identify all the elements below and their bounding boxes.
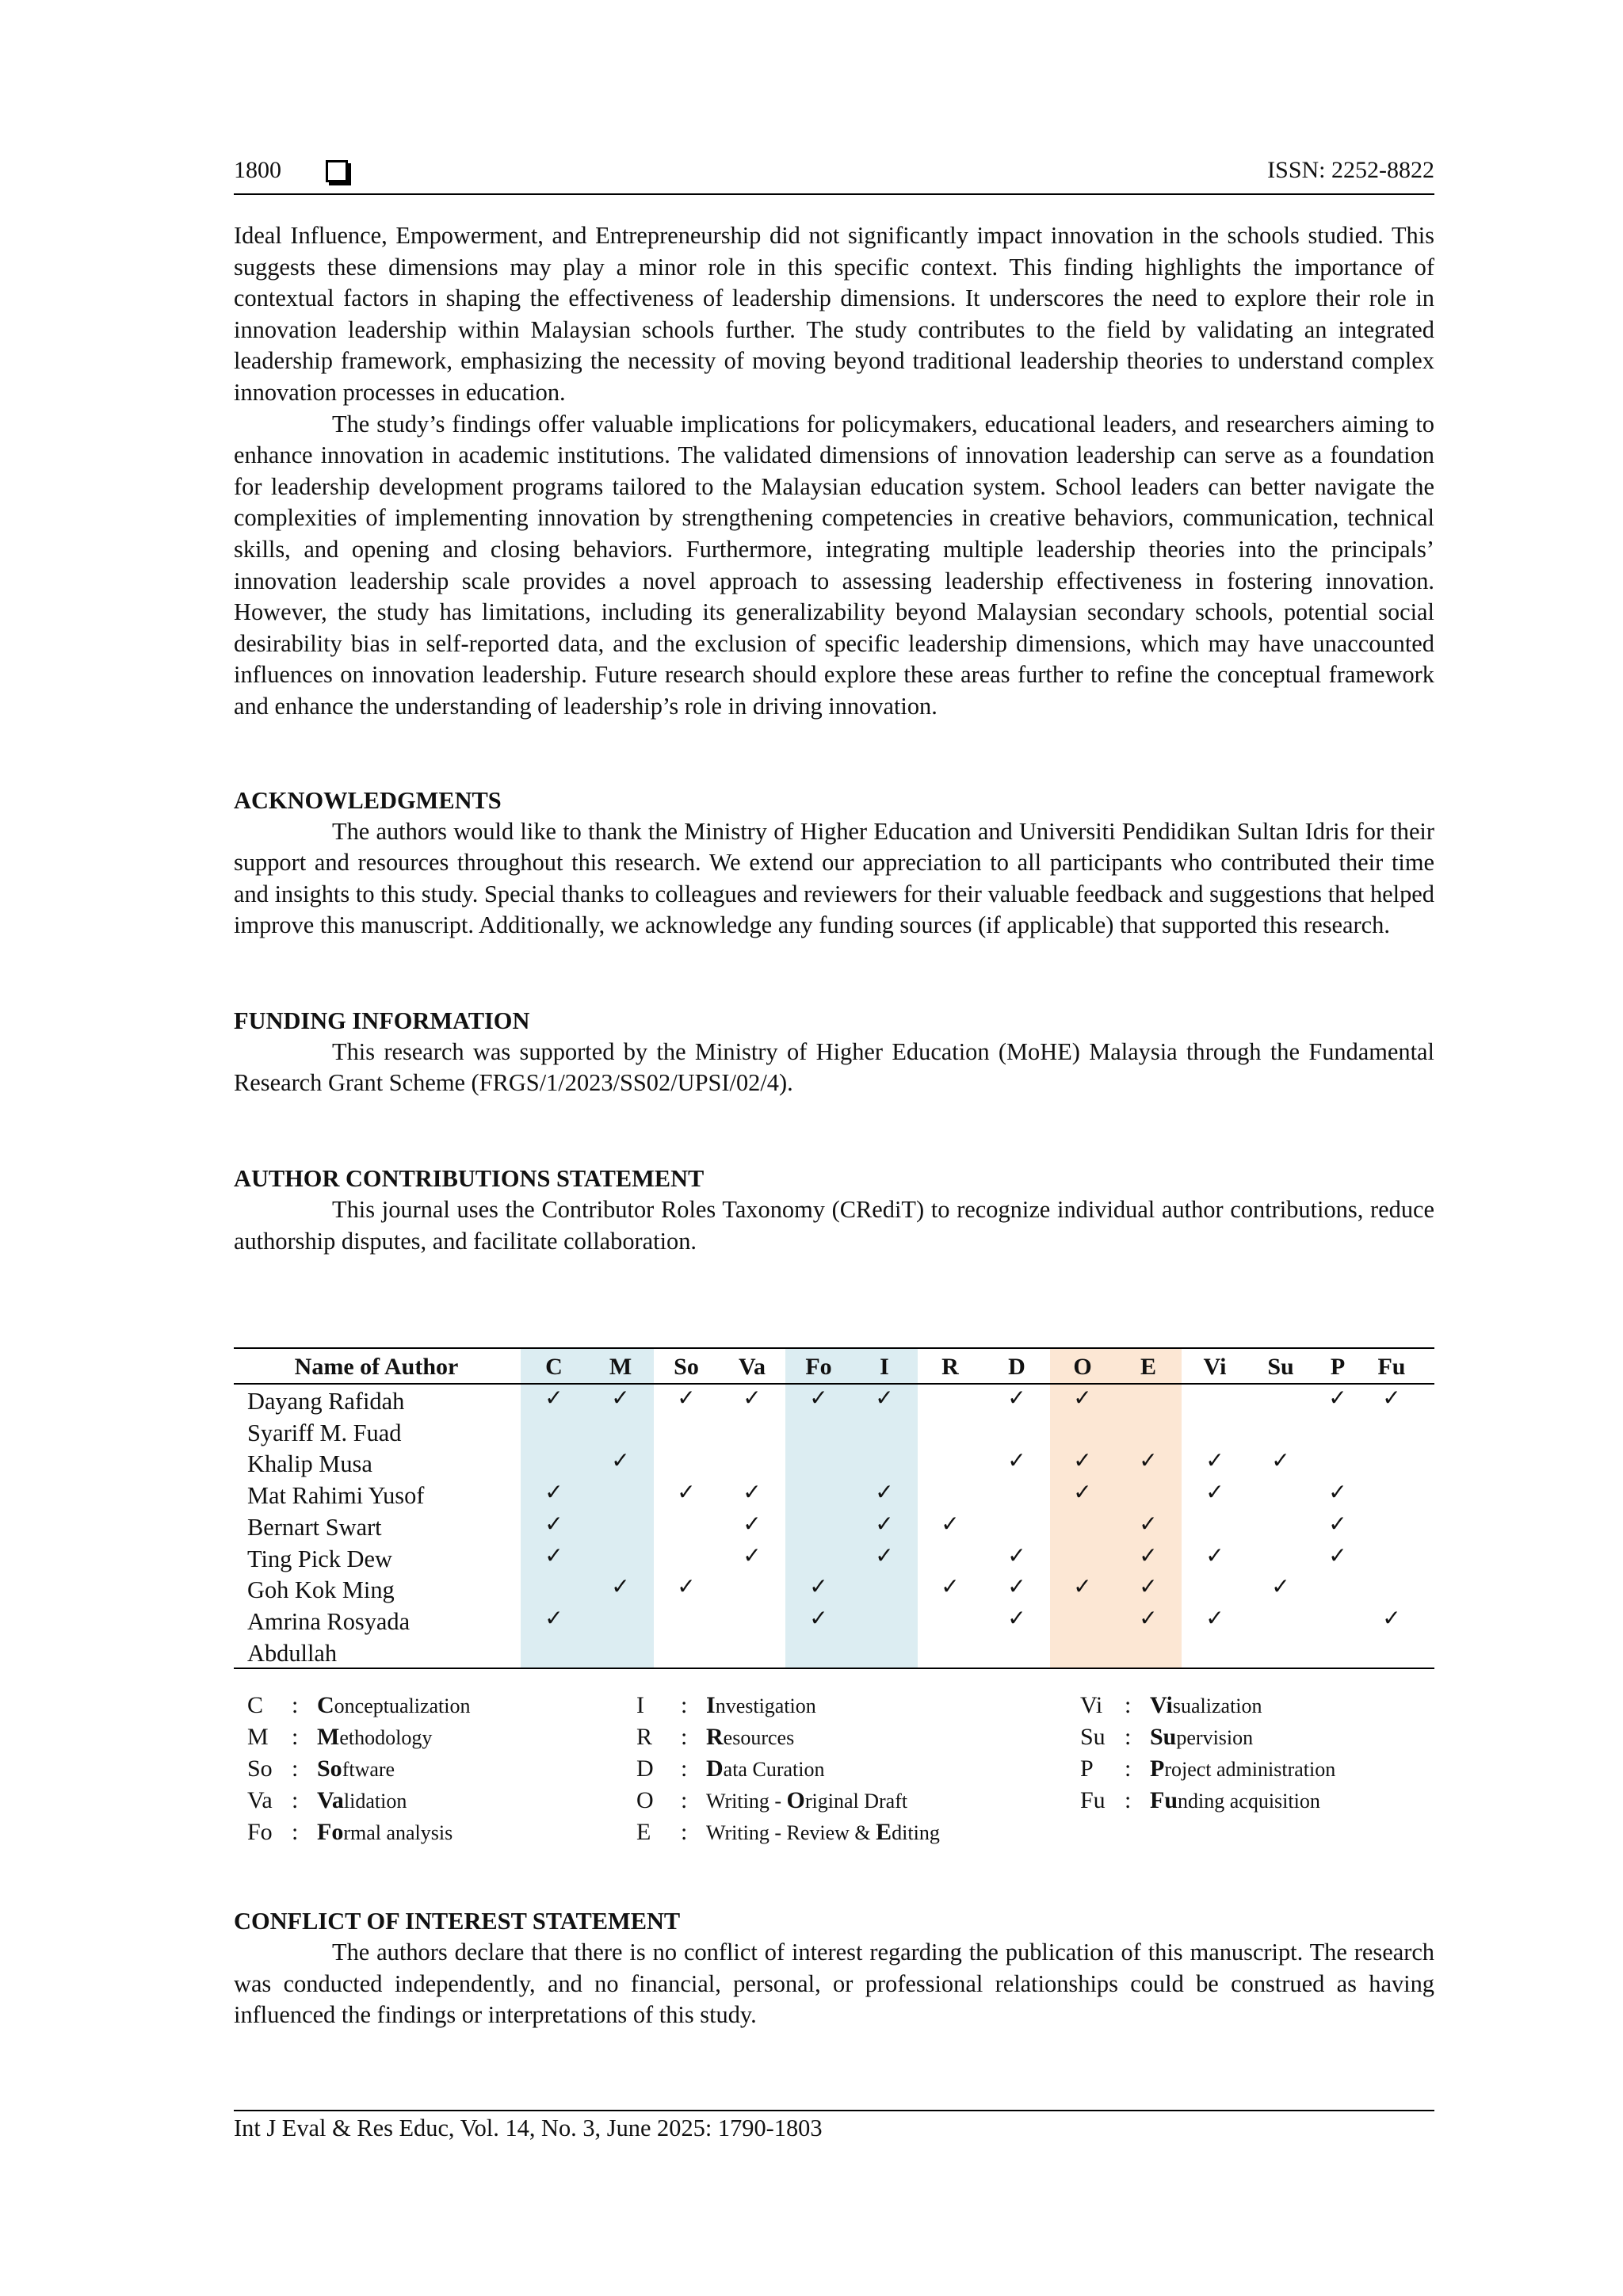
legend-item xyxy=(1080,1721,1253,1753)
legend-item xyxy=(636,1721,794,1753)
author-name: Khalip Musa xyxy=(247,1450,372,1478)
legend-item xyxy=(636,1753,824,1785)
check-mark-icon: ✓ xyxy=(875,1510,894,1537)
legend-bold-letters: Fu xyxy=(1150,1787,1178,1813)
check-mark-icon: ✓ xyxy=(875,1385,894,1411)
legend-abbr: M xyxy=(247,1724,269,1750)
check-mark-icon: ✓ xyxy=(743,1541,762,1568)
check-mark-icon: ✓ xyxy=(1139,1510,1158,1537)
funding-text: This research was supported by the Ministry of Higher Education (MoHE) Malaysia through the Fundamental Research Grant Scheme (FRGS/1/2023/SS02/UPSI/02/4). xyxy=(234,1037,1434,1097)
role-header-vi: Vi xyxy=(1203,1354,1227,1380)
legend-role-rest: roject administration xyxy=(1164,1758,1336,1781)
check-mark-icon: ✓ xyxy=(677,1573,696,1600)
check-mark-icon: ✓ xyxy=(1073,1447,1092,1474)
legend-role-rest: nvestigation xyxy=(715,1694,816,1717)
legend-colon: : xyxy=(292,1755,299,1782)
acknowledgments-text: The authors would like to thank the Ministry of Higher Education and Universiti Pendidikan Sultan Idris for their support and resources throughout this research. We extend our appreciation to all participants who contributed their time and insights to this study. Special thanks to colleagues and reviewers for their valuable feedback and suggestions that helped improve this manuscript. Additionally, we acknowledge any funding sources (if applicable) that supported this research. xyxy=(234,817,1434,939)
legend-colon: : xyxy=(292,1724,299,1750)
legend-abbr: I xyxy=(636,1692,644,1718)
role-header-m: M xyxy=(609,1354,632,1380)
author-name-continued: Abdullah xyxy=(247,1639,338,1667)
legend-colon: : xyxy=(292,1787,299,1813)
legend-role-rest: lidation xyxy=(343,1790,407,1813)
check-mark-icon: ✓ xyxy=(544,1510,563,1537)
legend-abbr: D xyxy=(636,1755,654,1782)
legend-abbr: Va xyxy=(247,1787,273,1813)
issn-label: ISSN: 2252-8822 xyxy=(1267,157,1434,183)
legend-bold-letters: Vi xyxy=(1150,1692,1173,1718)
check-mark-icon: ✓ xyxy=(1328,1385,1347,1411)
legend-bold-letters: Va xyxy=(317,1787,344,1813)
legend-role-rest: esources xyxy=(723,1726,795,1749)
legend-abbr: O xyxy=(636,1787,654,1813)
role-header-d: D xyxy=(1008,1354,1025,1380)
check-mark-icon: ✓ xyxy=(1007,1573,1026,1600)
check-mark-icon: ✓ xyxy=(1073,1385,1092,1411)
legend-colon: : xyxy=(1125,1692,1132,1718)
conflict-section xyxy=(234,1905,1434,2031)
check-mark-icon: ✓ xyxy=(1205,1447,1224,1474)
legend-bold-letters: P xyxy=(1150,1755,1165,1782)
legend-role-rest: sualization xyxy=(1172,1694,1262,1717)
role-header-fu: Fu xyxy=(1377,1354,1406,1380)
legend-item xyxy=(247,1690,471,1721)
author-name-continued: Syariff M. Fuad xyxy=(247,1419,402,1446)
check-mark-icon: ✓ xyxy=(743,1510,762,1537)
legend-colon: : xyxy=(681,1692,688,1718)
page-footer xyxy=(234,2110,1434,2142)
contributions-text: This journal uses the Contributor Roles Taxonomy (CRediT) to recognize individual author contributions, reduce authorship disputes, and facilitate collaboration. xyxy=(234,1196,1434,1255)
legend-colon: : xyxy=(1125,1755,1132,1782)
legend-abbr: Vi xyxy=(1080,1692,1103,1718)
check-mark-icon: ✓ xyxy=(544,1604,563,1631)
legend-role-rest: ftware xyxy=(342,1758,395,1781)
legend-item xyxy=(1080,1785,1320,1817)
legend-role-rest: onceptualization xyxy=(334,1694,471,1717)
legend-abbr: R xyxy=(636,1724,653,1750)
legend-item xyxy=(636,1817,940,1848)
check-mark-icon: ✓ xyxy=(1382,1385,1401,1411)
conflict-text: The authors declare that there is no conflict of interest regarding the publication of this manuscript. The research was conducted independently, and no financial, personal, or professional relationships could be construed as having influenced the findings or interpretations of this study. xyxy=(234,1939,1434,2029)
check-mark-icon: ✓ xyxy=(1073,1573,1092,1600)
legend-bold-letters: M xyxy=(317,1724,340,1750)
role-header-fo: Fo xyxy=(805,1354,832,1380)
check-mark-icon: ✓ xyxy=(941,1573,960,1600)
author-name: Ting Pick Dew xyxy=(247,1545,392,1572)
check-mark-icon: ✓ xyxy=(1139,1447,1158,1474)
legend-item xyxy=(247,1753,395,1785)
check-mark-icon: ✓ xyxy=(1139,1604,1158,1631)
legend-abbr: Su xyxy=(1080,1724,1106,1750)
legend-abbr: Fo xyxy=(247,1819,273,1845)
author-name: Goh Kok Ming xyxy=(247,1576,395,1604)
legend-abbr: So xyxy=(247,1755,273,1782)
legend-prefix: Writing - xyxy=(706,1790,787,1813)
journal-citation: Int J Eval & Res Educ, Vol. 14, No. 3, June 2025: 1790-1803 xyxy=(234,2115,823,2141)
name-of-author-header: Name of Author xyxy=(294,1354,459,1380)
check-mark-icon: ✓ xyxy=(611,1385,630,1411)
paragraph-conclusion-1: Ideal Influence, Empowerment, and Entrepreneurship did not significantly impact innovation in the schools studied. This suggests these dimensions may play a minor role in this specific context. This finding highlights the importance of contextual factors in shaping the effectiveness of leadership dimensions. It underscores the need to explore their role in innovation leadership within Malaysian schools further. The study contributes to the field by validating an integrated leadership framework, emphasizing the necessity of moving beyond traditional leadership theories to understand complex innovation processes in education. xyxy=(234,222,1434,406)
legend-item xyxy=(247,1785,407,1817)
check-mark-icon: ✓ xyxy=(809,1385,828,1411)
role-header-va: Va xyxy=(739,1354,766,1380)
check-mark-icon: ✓ xyxy=(1271,1447,1290,1474)
legend-abbr: Fu xyxy=(1080,1787,1106,1813)
article-body xyxy=(234,220,1434,1257)
check-mark-icon: ✓ xyxy=(1328,1541,1347,1568)
check-mark-icon: ✓ xyxy=(1007,1385,1026,1411)
check-mark-icon: ✓ xyxy=(1271,1573,1290,1600)
check-mark-icon: ✓ xyxy=(1007,1447,1026,1474)
legend-colon: : xyxy=(681,1724,688,1750)
check-mark-icon: ✓ xyxy=(1205,1479,1224,1506)
check-mark-icon: ✓ xyxy=(1073,1479,1092,1506)
legend-colon: : xyxy=(1125,1724,1132,1750)
legend-colon: : xyxy=(292,1819,299,1845)
legend-role-rest: ata Curation xyxy=(723,1758,825,1781)
check-mark-icon: ✓ xyxy=(743,1479,762,1506)
legend-role-rest: nding acquisition xyxy=(1178,1790,1320,1813)
check-mark-icon: ✓ xyxy=(1139,1573,1158,1600)
role-header-o: O xyxy=(1073,1354,1092,1380)
legend-bold-letters: R xyxy=(706,1724,724,1750)
role-header-so: So xyxy=(674,1354,699,1380)
check-mark-icon: ✓ xyxy=(611,1573,630,1600)
check-mark-icon: ✓ xyxy=(1007,1604,1026,1631)
legend-colon: : xyxy=(292,1692,299,1718)
check-mark-icon: ✓ xyxy=(611,1447,630,1474)
legend-role-rest: pervision xyxy=(1176,1726,1254,1749)
check-mark-icon: ✓ xyxy=(809,1573,828,1600)
legend-bold-letters: I xyxy=(706,1692,716,1718)
legend-bold-letters: Fo xyxy=(317,1819,344,1845)
legend-colon: : xyxy=(1125,1787,1132,1813)
check-mark-icon: ✓ xyxy=(941,1510,960,1537)
legend-item xyxy=(247,1721,432,1753)
legend-abbr: E xyxy=(636,1819,651,1845)
legend-item xyxy=(1080,1690,1262,1721)
check-mark-icon: ✓ xyxy=(1205,1541,1224,1568)
legend-item xyxy=(636,1785,907,1817)
check-mark-icon: ✓ xyxy=(1382,1604,1401,1631)
role-header-r: R xyxy=(941,1354,959,1380)
legend-bold-letters: E xyxy=(876,1819,892,1845)
check-mark-icon: ✓ xyxy=(809,1604,828,1631)
check-mark-icon: ✓ xyxy=(875,1479,894,1506)
author-name: Amrina Rosyada xyxy=(247,1607,411,1635)
legend-role-rest: riginal Draft xyxy=(804,1790,908,1813)
funding-heading: FUNDING INFORMATION xyxy=(234,1007,530,1034)
check-mark-icon: ✓ xyxy=(1205,1604,1224,1631)
legend-item xyxy=(636,1690,816,1721)
contributions-heading: AUTHOR CONTRIBUTIONS STATEMENT xyxy=(234,1165,705,1193)
check-mark-icon: ✓ xyxy=(1328,1510,1347,1537)
check-mark-icon: ✓ xyxy=(875,1541,894,1568)
author-contributions-table xyxy=(234,1347,1434,1669)
check-mark-icon: ✓ xyxy=(743,1385,762,1411)
legend-colon: : xyxy=(681,1819,688,1845)
legend-role-rest: rmal analysis xyxy=(343,1821,453,1844)
legend-bold-letters: C xyxy=(317,1692,334,1718)
legend-abbr: P xyxy=(1080,1755,1094,1782)
check-mark-icon: ✓ xyxy=(1007,1541,1026,1568)
legend-item xyxy=(247,1817,453,1848)
conflict-heading: CONFLICT OF INTEREST STATEMENT xyxy=(234,1908,681,1935)
square-box-icon xyxy=(326,160,348,182)
legend-bold-letters: So xyxy=(317,1755,342,1782)
role-header-p: P xyxy=(1330,1354,1346,1380)
author-name: Dayang Rafidah xyxy=(247,1388,405,1415)
check-mark-icon: ✓ xyxy=(1139,1541,1158,1568)
legend-bold-letters: D xyxy=(706,1755,724,1782)
check-mark-icon: ✓ xyxy=(544,1479,563,1506)
legend-bold-letters: Su xyxy=(1150,1724,1177,1750)
role-header-c: C xyxy=(545,1354,563,1380)
legend-role-rest: diting xyxy=(892,1821,940,1844)
legend-colon: : xyxy=(681,1755,688,1782)
check-mark-icon: ✓ xyxy=(1328,1479,1347,1506)
paragraph-conclusion-2: The study’s findings offer valuable implications for policymakers, educational leaders, and researchers aiming to enhance innovation in academic institutions. The validated dimensions of innovation leadership can serve as a foundation for leadership development programs tailored to the Malaysian education system. School leaders can better navigate the complexities of implementing innovation by strengthening competencies in creative behaviors, communication, technical skills, and opening and closing behaviors. Furthermore, integrating multiple leadership theories into the principals’ innovation leadership scale provides a novel approach to assessing leadership effectiveness in fostering innovation. However, the study has limitations, including its generalizability beyond Malaysian secondary schools, potential social desirability bias in self-reported data, and the exclusion of specific leadership dimensions, which may have unaccounted influences on innovation leadership. Future research should explore these areas further to refine the conceptual framework and enhance the understanding of leadership’s role in driving innovation. xyxy=(234,410,1434,720)
role-header-e: E xyxy=(1140,1354,1156,1380)
check-mark-icon: ✓ xyxy=(677,1479,696,1506)
legend-item xyxy=(1080,1753,1335,1785)
role-header-i: I xyxy=(880,1354,889,1380)
page-number: 1800 xyxy=(234,157,281,183)
check-mark-icon: ✓ xyxy=(677,1385,696,1411)
role-header-su: Su xyxy=(1267,1354,1294,1380)
legend-abbr: C xyxy=(247,1692,264,1718)
legend-prefix: Writing - Review & xyxy=(706,1821,876,1844)
author-name: Mat Rahimi Yusof xyxy=(247,1482,425,1510)
check-mark-icon: ✓ xyxy=(544,1385,563,1411)
legend-role-rest: ethodology xyxy=(339,1726,433,1749)
legend-colon: : xyxy=(681,1787,688,1813)
author-name: Bernart Swart xyxy=(247,1513,382,1541)
check-mark-icon: ✓ xyxy=(544,1541,563,1568)
legend-bold-letters: O xyxy=(786,1787,805,1813)
acknowledgments-heading: ACKNOWLEDGMENTS xyxy=(234,786,502,814)
page-header xyxy=(234,157,1434,195)
